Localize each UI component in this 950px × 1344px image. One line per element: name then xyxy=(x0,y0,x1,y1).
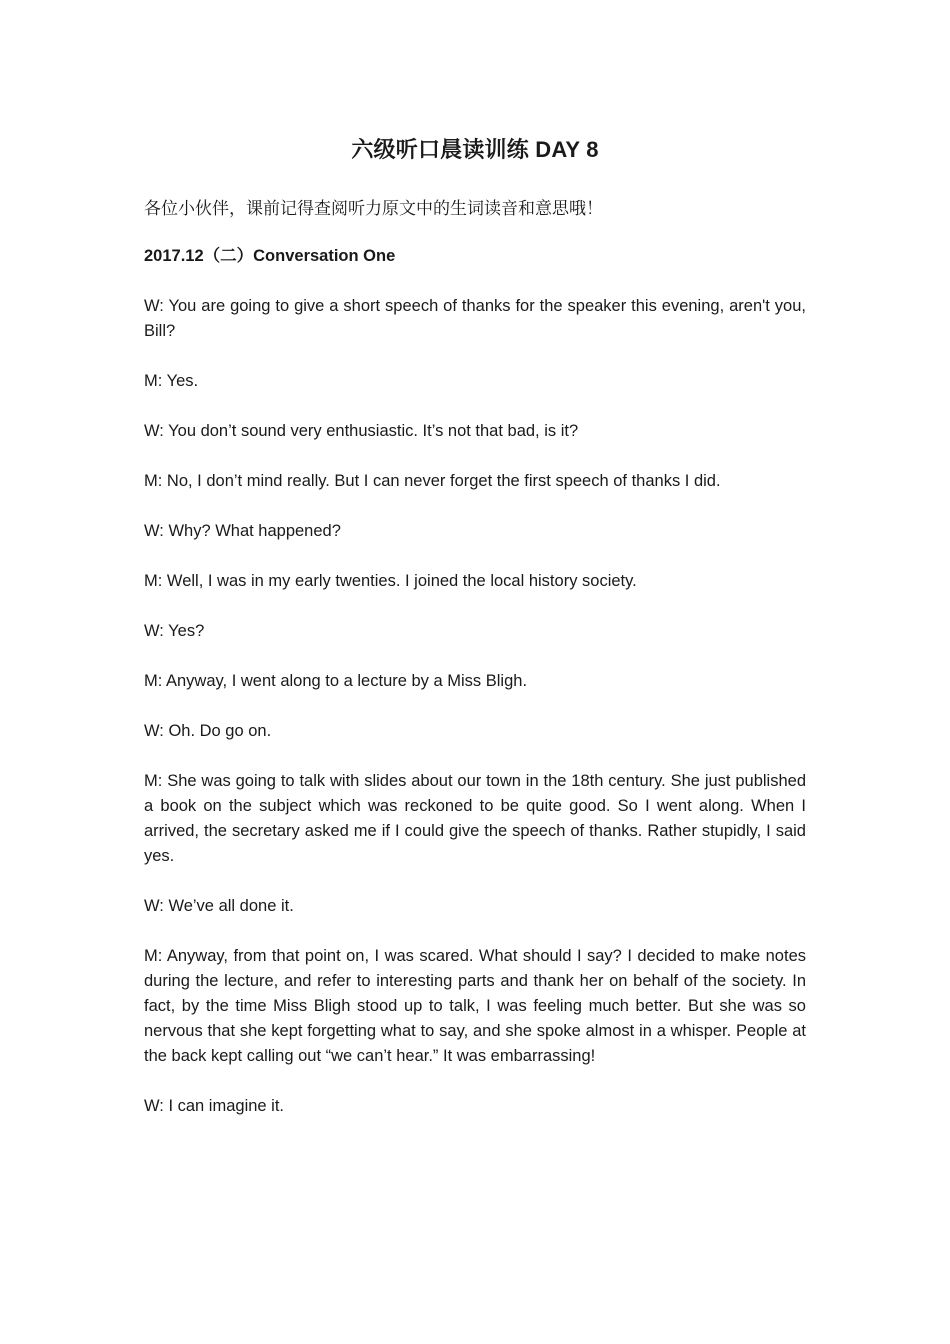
dialogue-line: W: Why? What happened? xyxy=(144,522,341,540)
section-heading: 2017.12（二）Conversation One xyxy=(144,247,396,265)
dialogue-line: W: We’ve all done it. xyxy=(144,897,294,915)
dialogue-line: M: Well, I was in my early twenties. I joined the local history society. xyxy=(144,572,637,590)
dialogue-line: W: Oh. Do go on. xyxy=(144,722,272,740)
document-content xyxy=(144,134,806,1144)
dialogue-line: W: You are going to give a short speech of thanks for the speaker this evening, aren't you, Bill? xyxy=(144,297,806,340)
intro-text: 各位小伙伴，课前记得查阅听力原文中的生词读音和意思哦！ xyxy=(144,199,603,219)
page-title: 六级听口晨读训练 DAY 8 xyxy=(351,137,599,162)
dialogue-line: M: Anyway, from that point on, I was scared. What should I say? I decided to make notes during the lecture, and refer to interesting parts and thank her on behalf of the society. In fact, by the time Miss Bligh stood up to talk, I was feeling much better. But she was so nervous that she kept forgetting what to say, and she spoke almost in a whisper. People at the back kept calling out “we can’t hear.” It was embarrassing! xyxy=(144,947,806,1065)
dialogue-line: M: Anyway, I went along to a lecture by a Miss Bligh. xyxy=(144,672,528,690)
dialogue-line: M: Yes. xyxy=(144,372,199,390)
dialogue-line: M: No, I don’t mind really. But I can never forget the first speech of thanks I did. xyxy=(144,472,721,490)
dialogue-line: W: I can imagine it. xyxy=(144,1097,285,1115)
dialogue-line: W: You don’t sound very enthusiastic. It’s not that bad, is it? xyxy=(144,422,579,440)
dialogue-line: M: She was going to talk with slides about our town in the 18th century. She just published a book on the subject which was reckoned to be quite good. So I went along. When I arrived, the secretary asked me if I could give the speech of thanks. Rather stupidly, I said yes. xyxy=(144,772,806,865)
dialogue-line: W: Yes? xyxy=(144,622,205,640)
